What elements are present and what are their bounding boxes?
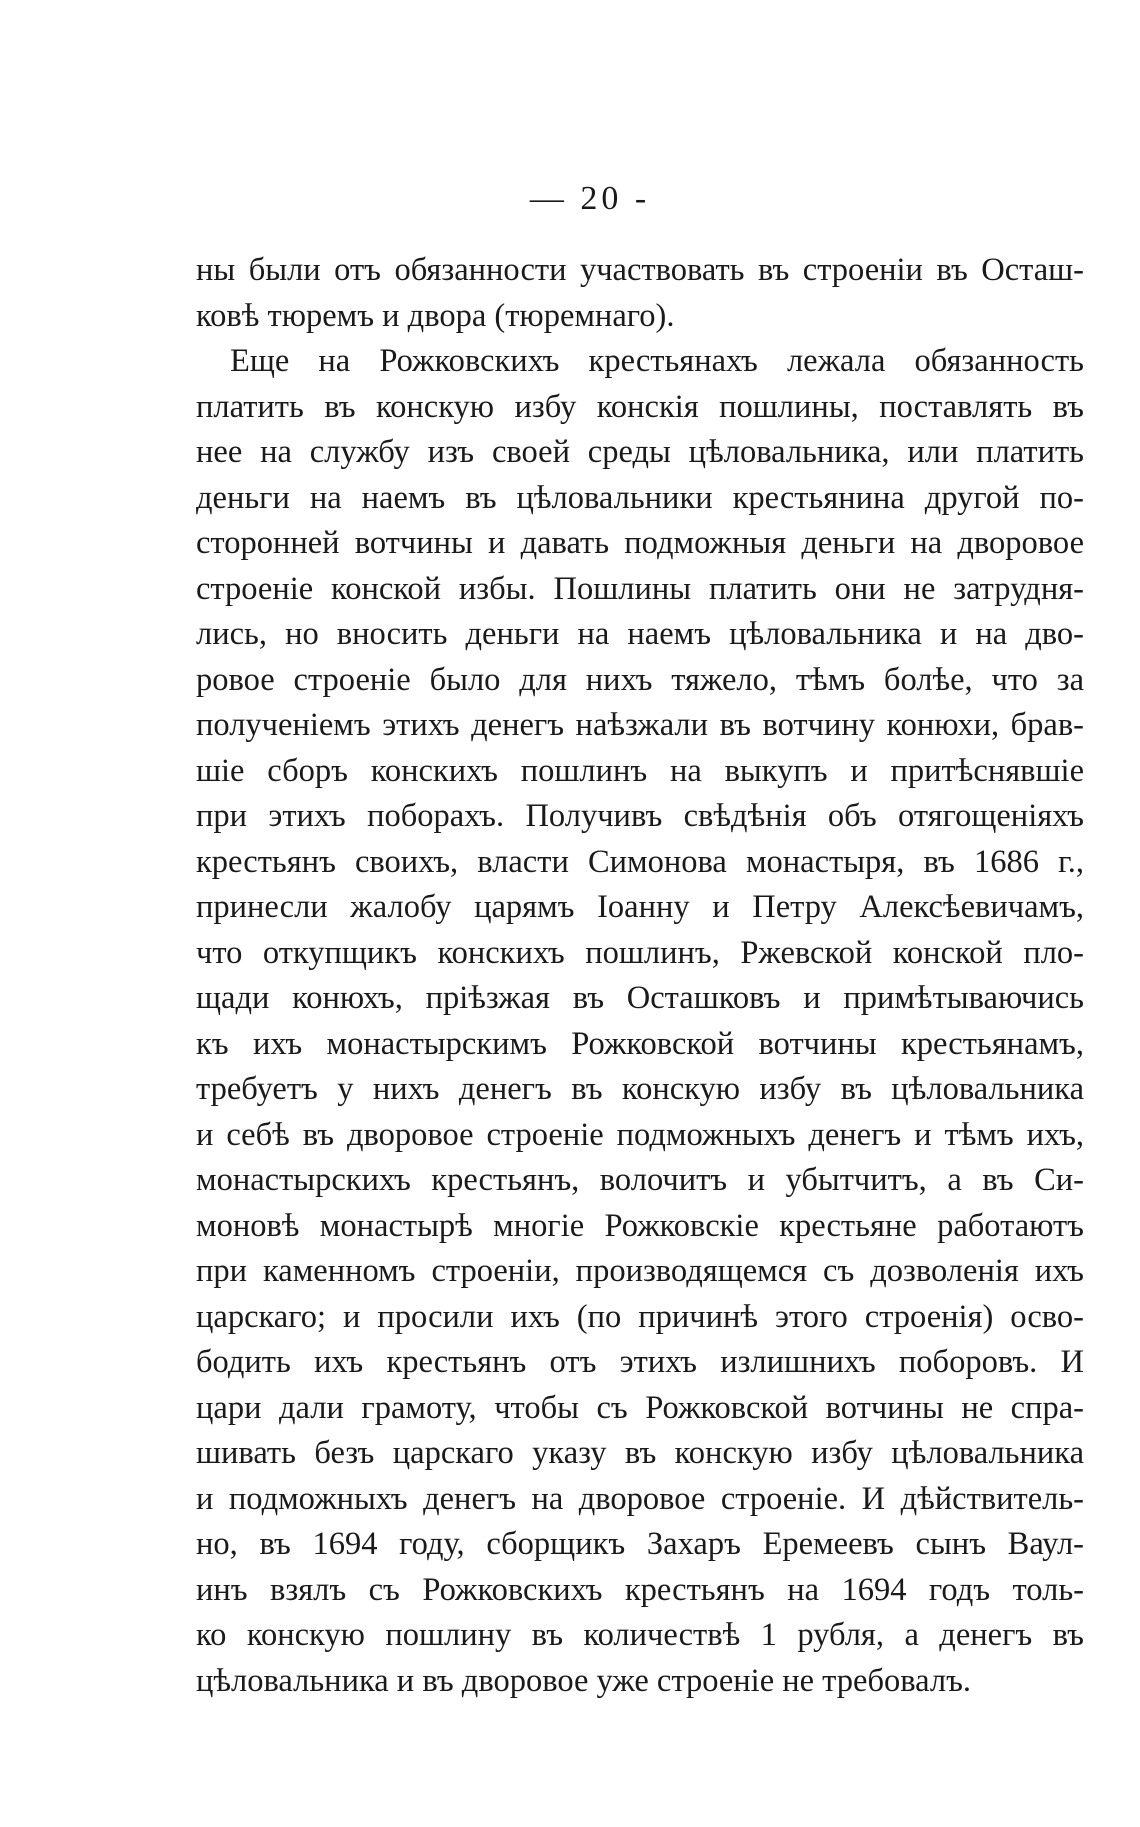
text-line: крестьянъ своихъ, власти Симонова монастыря, въ 1686 г., [196, 843, 1084, 880]
text-line: и подможныхъ денегъ на дворовое строеніе. И дѣйствитель- [196, 1480, 1084, 1517]
text-line: шивать безъ царскаго указу въ конскую избу цѣловальника [196, 1435, 1084, 1471]
text-line: строеніе конской избы. Пошлины платить они не затрудня- [196, 570, 1084, 607]
text-line: полученіемъ этихъ денегъ наѣзжали въ вотчину конюхи, брав- [196, 707, 1084, 743]
text-line: что откупщикъ конскихъ пошлинъ, Ржевской конской пло- [196, 934, 1084, 971]
text-line: цари дали грамоту, чтобы съ Рожковской вотчины не спра- [196, 1389, 1084, 1426]
text-line: монастырскихъ крестьянъ, волочитъ и убытчитъ, а въ Си- [196, 1162, 1084, 1198]
text-line: ровое строеніе было для нихъ тяжело, тѣмъ болѣе, что за [196, 661, 1084, 698]
text-line: цѣловальника и въ дворовое уже строеніе не требовалъ. [196, 1662, 972, 1699]
text-line: но, въ 1694 году, сборщикъ Захаръ Еремеевъ сынъ Ваул- [196, 1526, 1084, 1562]
text-line: моновѣ монастырѣ многіе Рожковскіе крестьяне работаютъ [196, 1207, 1084, 1244]
text-line: и себѣ въ дворовое строеніе подможныхъ денегъ и тѣмъ ихъ, [196, 1116, 1084, 1153]
text-line: царскаго; и просили ихъ (по причинѣ этого строенія) осво- [196, 1298, 1084, 1335]
text-line: инъ взялъ съ Рожковскихъ крестьянъ на 1694 годъ толь- [196, 1571, 1084, 1608]
body-text [196, 248, 1084, 1704]
text-line: лись, но вносить деньги на наемъ цѣловальника и на дво- [196, 616, 1084, 652]
text-line: щади конюхъ, пріѣзжая въ Осташковъ и примѣтываючись [196, 980, 1084, 1016]
text-line: нее на службу изъ своей среды цѣловальника, или платить [196, 434, 1084, 470]
text-line: при каменномъ строеніи, производящемся съ дозволенія ихъ [196, 1253, 1084, 1289]
text-line: ко конскую пошлину въ количествѣ 1 рубля, а денегъ въ [196, 1617, 1084, 1653]
text-line: шіе сборъ конскихъ пошлинъ на выкупъ и притѣснявшіе [196, 752, 1084, 789]
text-line: ковѣ тюремъ и двора (тюремнаго). [196, 297, 675, 334]
text-line: платить въ конскую избу конскія пошлины, поставлять въ [196, 388, 1084, 425]
text-line: сторонней вотчины и давать подможныя деньги на дворовое [196, 525, 1084, 561]
text-line: принесли жалобу царямъ Іоанну и Петру Алексѣевичамъ, [196, 889, 1084, 925]
text-line: при этихъ поборахъ. Получивъ свѣдѣнія объ отягощеніяхъ [196, 798, 1084, 834]
text-line: требуетъ у нихъ денегъ въ конскую избу въ цѣловальника [196, 1071, 1084, 1107]
text-line: къ ихъ монастырскимъ Рожковской вотчины крестьянамъ, [196, 1025, 1084, 1062]
text-line: деньги на наемъ въ цѣловальники крестьянина другой по- [196, 479, 1084, 516]
text-line: бодить ихъ крестьянъ отъ этихъ излишнихъ поборовъ. И [196, 1344, 1084, 1380]
text-line: Еще на Рожковскихъ крестьянахъ лежала обязанность [230, 343, 1084, 379]
page-number: — 20 - [529, 180, 651, 217]
text-line: ны были отъ обязанности участвовать въ строеніи въ Осташ- [196, 252, 1084, 288]
